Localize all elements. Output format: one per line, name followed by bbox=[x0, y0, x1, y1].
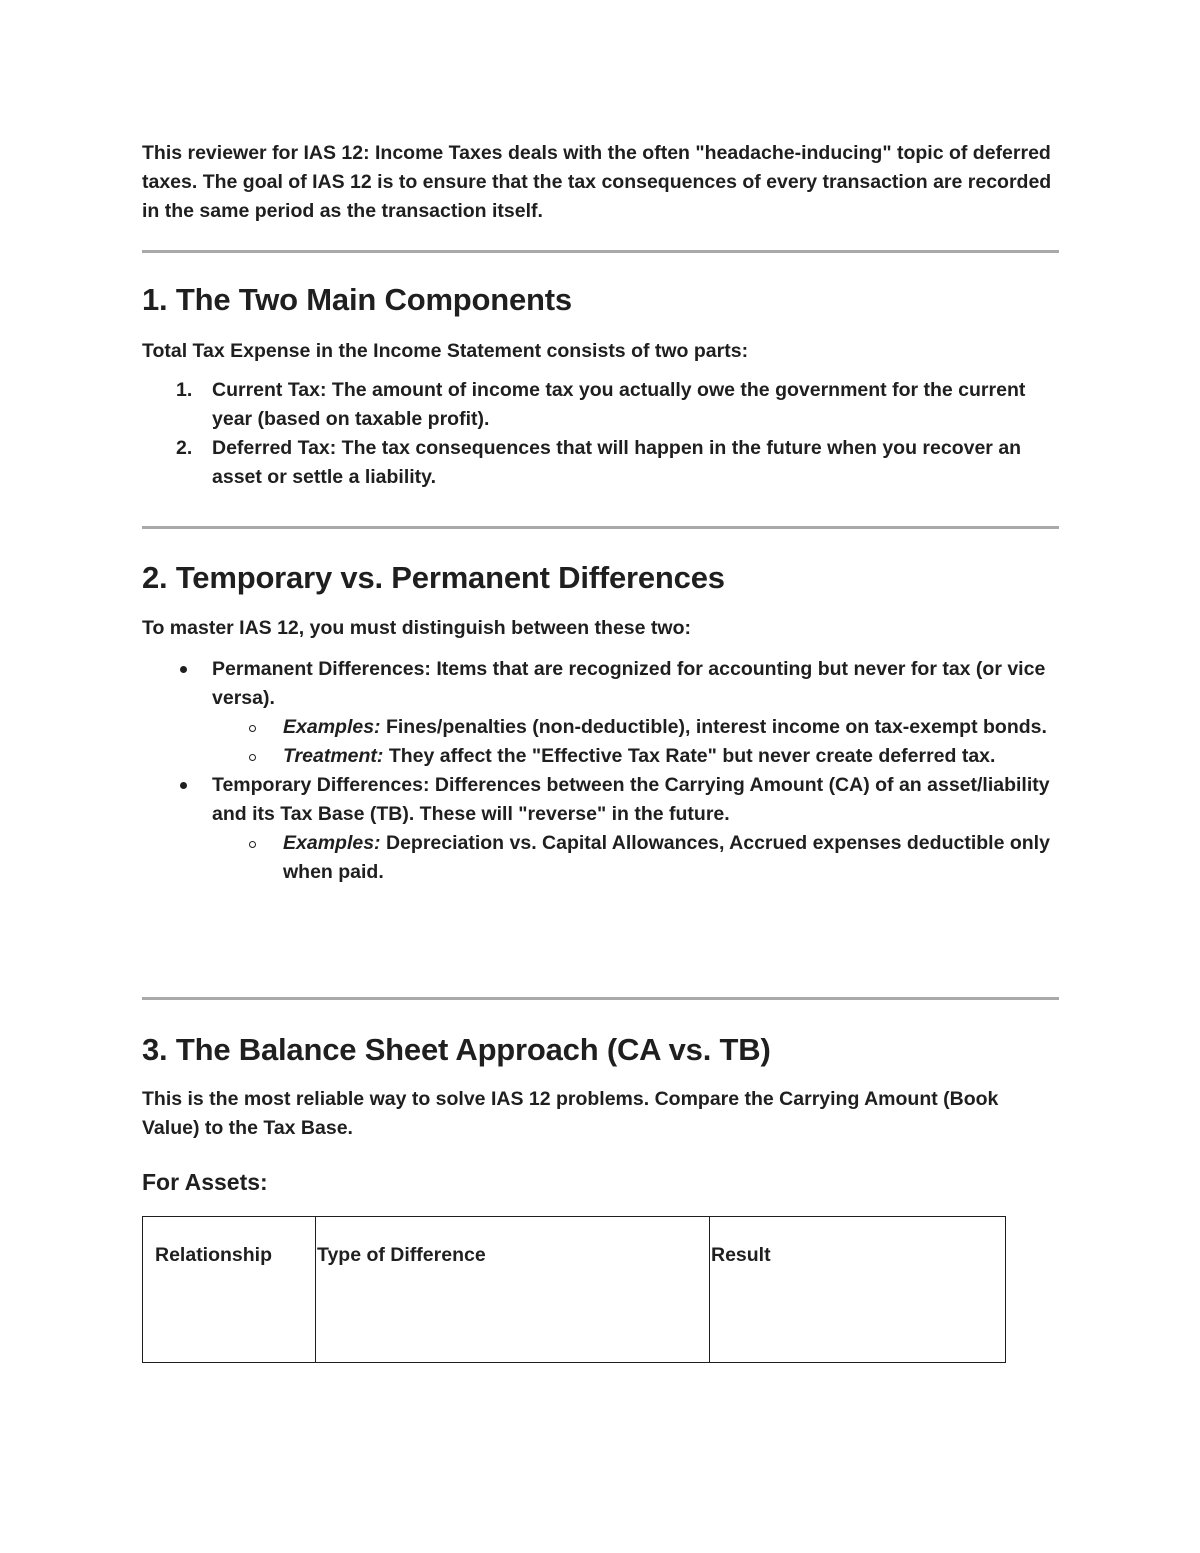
table-header-relationship: Relationship bbox=[143, 1217, 316, 1363]
list-item-text: Temporary Differences: Differences between the Carrying Amount (CA) of an asset/liability and its Tax Base (TB). These will "reverse" in the future. bbox=[212, 774, 1050, 825]
list-item-temporary-differences bbox=[142, 771, 1060, 887]
list-marker: 1. bbox=[176, 379, 193, 401]
table-header-type-of-difference: Type of Difference bbox=[316, 1217, 710, 1363]
list-item-deferred-tax bbox=[142, 434, 1060, 492]
section-divider bbox=[142, 250, 1059, 253]
list-item-text: Deferred Tax: The tax consequences that will happen in the future when you recover an asset or settle a liability. bbox=[212, 437, 1022, 488]
bullet-icon bbox=[180, 782, 187, 789]
section-2-heading: 2. Temporary vs. Permanent Differences bbox=[142, 560, 725, 595]
section-2-list bbox=[142, 655, 1060, 887]
sub-item-text: They affect the "Effective Tax Rate" but never create deferred tax. bbox=[383, 745, 996, 767]
list-marker: 2. bbox=[176, 437, 193, 459]
section-2-lead: To master IAS 12, you must distinguish between these two: bbox=[142, 617, 691, 639]
hollow-bullet-icon bbox=[249, 841, 256, 848]
for-assets-subheading: For Assets: bbox=[142, 1169, 268, 1195]
section-divider bbox=[142, 526, 1059, 529]
hollow-bullet-icon bbox=[249, 725, 256, 732]
sub-item-label: Examples: bbox=[283, 716, 381, 738]
sub-item-text: Depreciation vs. Capital Allowances, Accrued expenses deductible only when paid. bbox=[283, 832, 1050, 883]
bullet-icon bbox=[180, 666, 187, 673]
list-item-text: Permanent Differences: Items that are recognized for accounting but never for tax (or vice versa). bbox=[212, 658, 1046, 709]
section-divider bbox=[142, 997, 1059, 1000]
list-item-permanent-differences bbox=[142, 655, 1060, 771]
sub-item-text: Fines/penalties (non-deductible), interest income on tax-exempt bonds. bbox=[380, 716, 1047, 738]
table-header-row bbox=[143, 1217, 1006, 1363]
sub-item-label: Examples: bbox=[283, 832, 381, 854]
section-1-list bbox=[142, 376, 1060, 492]
assets-table bbox=[142, 1216, 1006, 1363]
sub-item-examples bbox=[212, 829, 1060, 887]
section-1-lead: Total Tax Expense in the Income Statement consists of two parts: bbox=[142, 340, 749, 362]
intro-paragraph: This reviewer for IAS 12: Income Taxes deals with the often "headache-inducing" topic of deferred taxes. The goal of IAS 12 is to ensure that the tax consequences of every transaction are recorded in the same period as the transaction itself. bbox=[142, 142, 1052, 222]
sub-item-treatment bbox=[212, 742, 1060, 771]
sub-item-label: Treatment: bbox=[283, 745, 384, 767]
section-3-heading: 3. The Balance Sheet Approach (CA vs. TB) bbox=[142, 1032, 771, 1067]
section-3-lead: This is the most reliable way to solve IAS 12 problems. Compare the Carrying Amount (Book Value) to the Tax Base. bbox=[142, 1088, 999, 1139]
hollow-bullet-icon bbox=[249, 754, 256, 761]
list-item-current-tax bbox=[142, 376, 1060, 434]
sub-item-examples bbox=[212, 713, 1060, 742]
section-1-heading: 1. The Two Main Components bbox=[142, 282, 572, 317]
table-header-result: Result bbox=[710, 1217, 1006, 1363]
list-item-text: Current Tax: The amount of income tax you actually owe the government for the current year (based on taxable profit). bbox=[212, 379, 1026, 430]
